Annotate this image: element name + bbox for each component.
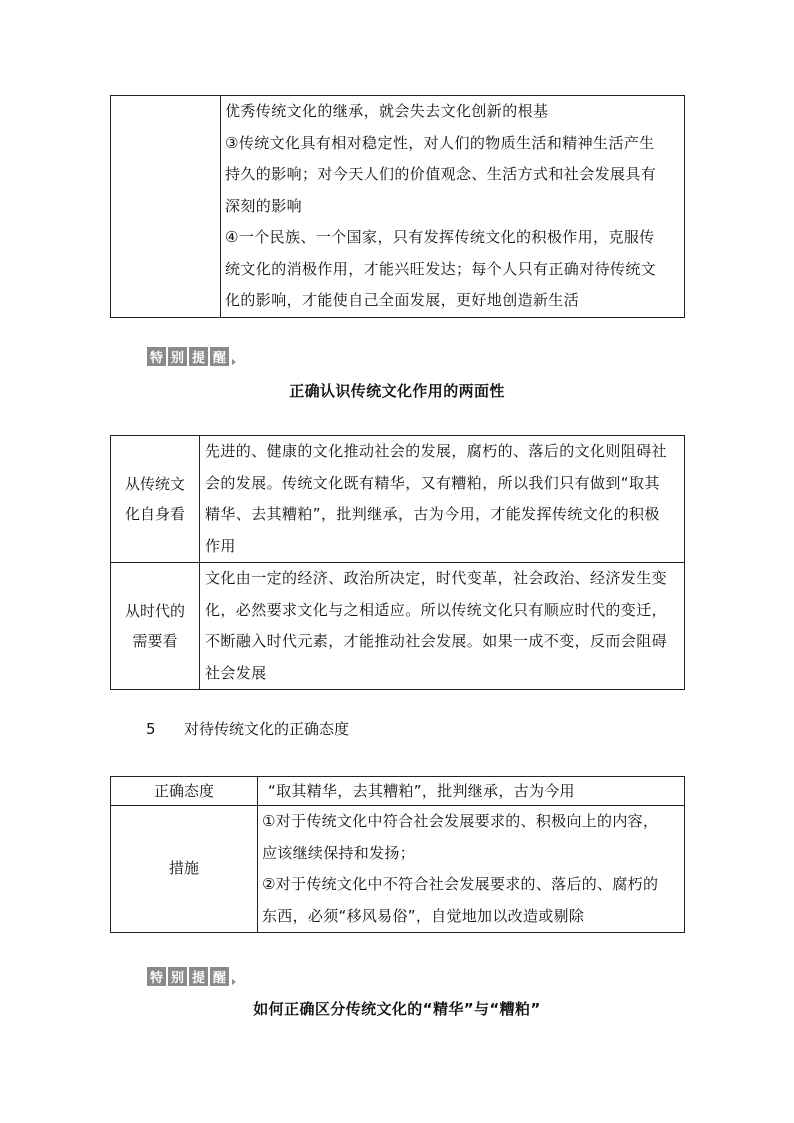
text-line: 深刻的影响: [225, 196, 303, 215]
text-line: 化的影响，才能使自己全面发展，更好地创造新生活: [225, 291, 580, 309]
row-header-line: 从时代的: [124, 602, 185, 620]
special-reminder-badge: [147, 347, 236, 366]
badge-tail-icon: [232, 359, 236, 365]
table-row: [111, 806, 685, 933]
attitude-table: [110, 776, 685, 933]
text-line: ④一个民族、一个国家，只有发挥传统文化的积极作用，克服传: [225, 228, 655, 246]
two-sided-table: [110, 435, 685, 690]
text-line: 社会发展: [205, 663, 267, 682]
content-cell: [258, 806, 685, 933]
row-header-cell: [111, 436, 200, 563]
special-reminder-badge: [147, 967, 236, 986]
table-row: [111, 777, 685, 806]
section-heading: [146, 718, 349, 739]
badge-char: 特: [147, 347, 166, 366]
text-line: 作用: [205, 536, 236, 555]
text-line: ③传统文化具有相对稳定性，对人们的物质生活和精神生活产生: [225, 133, 655, 152]
text-line: 持久的影响；对今天人们的价值观念、生活方式和社会发展具有: [225, 165, 657, 183]
section-number: 5: [146, 720, 156, 738]
empty-left-cell: [111, 96, 221, 318]
row-header-cell: 正确态度: [111, 777, 258, 806]
text-line: 应该继续保持和发扬；: [262, 843, 416, 862]
table-row: [111, 96, 685, 318]
row-header-cell: 措施: [111, 806, 258, 933]
continuation-table: [110, 95, 685, 318]
badge-char: 提: [189, 347, 208, 366]
row-header-cell: [111, 563, 200, 690]
badge-char: 提: [189, 967, 208, 986]
content-cell: “取其精华，去其糟粕”，批判继承，古为今用: [258, 777, 685, 806]
badge-char: 别: [168, 967, 187, 986]
badge-char: 醒: [210, 347, 229, 366]
text-line: 文化由一定的经济、政治所决定，时代变革，社会政治、经济发生变: [205, 569, 668, 587]
text-line: 优秀传统文化的继承，就会失去文化创新的根基: [225, 102, 549, 120]
text-line: 精华、去其糟粕”，批判继承，古为今用，才能发挥传统文化的积极: [205, 505, 660, 523]
text-line: ②对于传统文化中不符合社会发展要求的、落后的、腐朽的: [262, 875, 659, 893]
text-line: ①对于传统文化中符合社会发展要求的、积极向上的内容，: [262, 812, 659, 830]
tip-title: 正确认识传统文化作用的两面性: [289, 382, 505, 400]
text-line: 东西，必须“移风易俗”，自觉地加以改造或剔除: [262, 906, 585, 925]
text-line: 化，必然要求文化与之相适应。所以传统文化只有顺应时代的变迁，: [205, 600, 668, 619]
badge-char: 别: [168, 347, 187, 366]
tip-title: 如何正确区分传统文化的“精华”与“糟粕”: [253, 1000, 541, 1018]
text-line: 先进的、健康的文化推动社会的发展，腐朽的、落后的文化则阻碍社: [205, 442, 668, 460]
row-header-line: 化自身看: [124, 505, 185, 523]
badge-char: 醒: [210, 967, 229, 986]
badge-char: 特: [147, 967, 166, 986]
section-title: 对待传统文化的正确态度: [184, 720, 350, 738]
text-line: 不断融入时代元素，才能推动社会发展。如果一成不变，反而会阻碍: [205, 632, 668, 650]
badge-tail-icon: [232, 979, 236, 985]
content-cell: [200, 436, 685, 563]
content-cell: [200, 563, 685, 690]
row-header-line: 需要看: [132, 632, 178, 650]
content-cell: [221, 96, 685, 318]
table-row: [111, 563, 685, 690]
table-row: [111, 436, 685, 563]
text-line: 统文化的消极作用，才能兴旺发达；每个人只有正确对待传统文: [225, 259, 657, 278]
row-header-line: 从传统文: [124, 475, 185, 493]
text-line: 会的发展。传统文化既有精华，又有糟粕，所以我们只有做到“取其: [205, 473, 660, 492]
